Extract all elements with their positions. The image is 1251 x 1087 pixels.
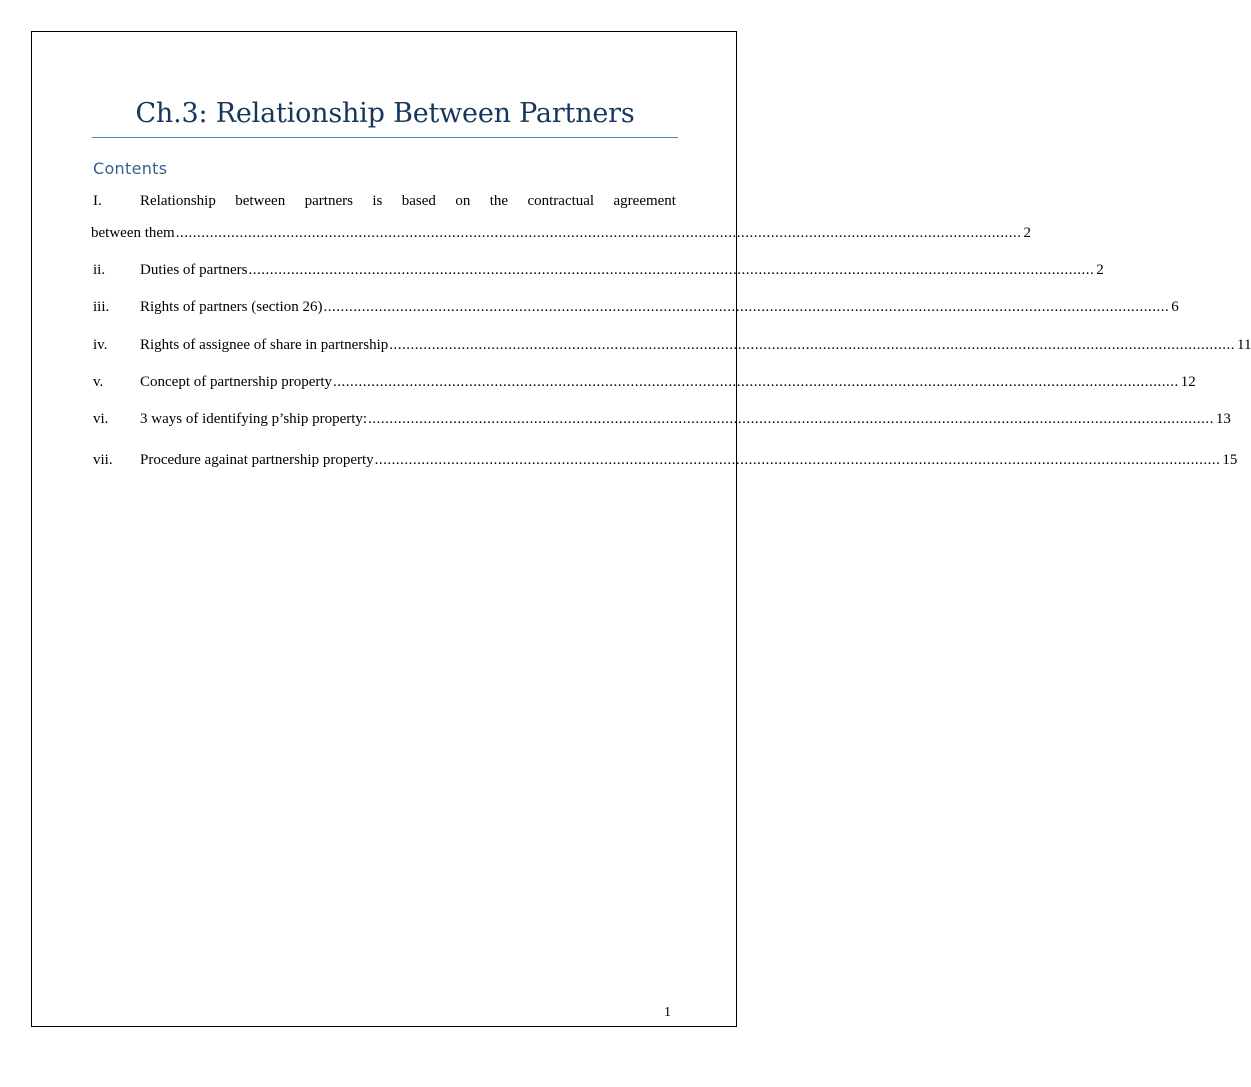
- contents-heading: Contents: [93, 159, 168, 178]
- dot-leader: .......................................................................................................................................................................................................: [333, 374, 1179, 390]
- dot-leader: .......................................................................................................................................................................................................: [389, 337, 1236, 353]
- toc-entry-text: Procedure againat partnership property: [140, 452, 374, 468]
- toc-entry-number: I.: [93, 193, 102, 209]
- dot-leader: .......................................................................................................................................................................................................: [323, 299, 1170, 315]
- toc-entry-6[interactable]: [93, 409, 1231, 429]
- dot-leader: .......................................................................................................................................................................................................: [248, 262, 1095, 278]
- toc-entry-number: ii.: [93, 262, 106, 278]
- document-title: Ch.3: Relationship Between Partners: [135, 98, 635, 129]
- toc-entry-number: iv.: [93, 337, 108, 353]
- toc-entry-1-line-1[interactable]: [93, 191, 676, 211]
- page-number: 1: [664, 1005, 671, 1020]
- toc-page-number: 15: [1222, 452, 1238, 468]
- toc-entry-text: Rights of partners (section 26): [140, 299, 323, 315]
- dot-leader: .......................................................................................................................................................................................................: [368, 411, 1214, 427]
- toc-entry-continuation: between them: [91, 225, 175, 241]
- dot-leader: .......................................................................................................................................................................................................: [175, 225, 1022, 241]
- toc-entry-text: Concept of partnership property: [140, 374, 333, 390]
- toc-entry-number: iii.: [93, 299, 110, 315]
- toc-entry-number: vi.: [93, 411, 109, 427]
- toc-entry-number: vii.: [93, 452, 113, 468]
- toc-entry-number: v.: [93, 374, 104, 390]
- toc-entry-5[interactable]: [93, 372, 1196, 392]
- toc-entry-text: Rights of assignee of share in partnership: [140, 337, 389, 353]
- toc-entry-3[interactable]: [93, 297, 1179, 317]
- toc-entry-text: Relationship between partners is based on the contractual agreement: [140, 193, 676, 209]
- toc-entry-1-line-2[interactable]: [91, 223, 1031, 243]
- dot-leader: .......................................................................................................................................................................................................: [374, 452, 1221, 468]
- toc-entry-7[interactable]: [93, 450, 1238, 470]
- toc-entry-text: 3 ways of identifying p’ship property:: [140, 411, 368, 427]
- title-underline: [92, 137, 678, 138]
- toc-page-number: 6: [1171, 299, 1179, 315]
- toc-entry-text: Duties of partners: [140, 262, 248, 278]
- toc-page-number: 2: [1096, 262, 1104, 278]
- toc-entry-2[interactable]: [93, 260, 1104, 280]
- toc-page-number: 11: [1237, 337, 1251, 353]
- toc-entry-4[interactable]: [93, 335, 1251, 355]
- toc-page-number: 2: [1023, 225, 1031, 241]
- toc-page-number: 12: [1180, 374, 1196, 390]
- toc-page-number: 13: [1215, 411, 1231, 427]
